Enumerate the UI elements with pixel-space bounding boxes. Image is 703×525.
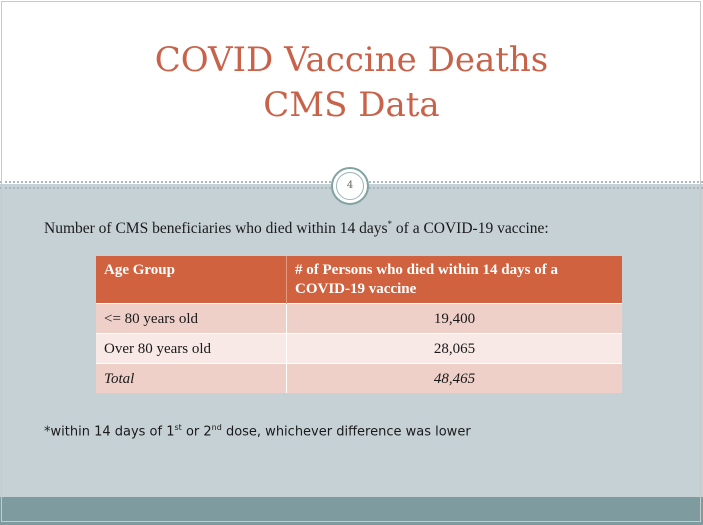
footnote — [44, 423, 471, 439]
slide-title-line-2: CMS Data — [263, 85, 440, 125]
table-row — [96, 304, 622, 334]
intro-text — [44, 219, 684, 238]
footnote-text-2: or 2 — [181, 424, 212, 440]
cell-deaths: 19,400 — [287, 304, 623, 334]
footnote-text-1: *within 14 days of 1 — [44, 424, 175, 440]
footnote-sup-1: st — [174, 423, 182, 432]
header-persons-died: # of Persons who died within 14 days of a COVID-19 vaccine — [287, 256, 623, 304]
footnote-sup-2: nd — [211, 423, 222, 432]
cell-total-label: Total — [96, 364, 287, 394]
cell-age-group: <= 80 years old — [96, 304, 287, 334]
slide-number: 4 — [336, 172, 364, 200]
header-age-group: Age Group — [96, 256, 287, 304]
table-row-total — [96, 364, 622, 394]
cell-total-value: 48,465 — [287, 364, 623, 394]
footnote-text-3: dose, whichever difference was lower — [221, 424, 471, 440]
cell-deaths: 28,065 — [287, 334, 623, 364]
table-header-row — [96, 256, 622, 304]
bottom-bar — [0, 497, 703, 525]
title-area — [0, 0, 703, 183]
table-row — [96, 334, 622, 364]
intro-asterisk: * — [387, 219, 393, 229]
intro-text-main: Number of CMS beneficiaries who died within 14 days — [44, 220, 388, 238]
intro-text-tail: of a COVID-19 vaccine: — [392, 220, 549, 238]
slide-number-badge — [331, 167, 369, 205]
slide-title-line-1: COVID Vaccine Deaths — [154, 40, 549, 80]
deaths-table — [96, 256, 622, 393]
cell-age-group: Over 80 years old — [96, 334, 287, 364]
